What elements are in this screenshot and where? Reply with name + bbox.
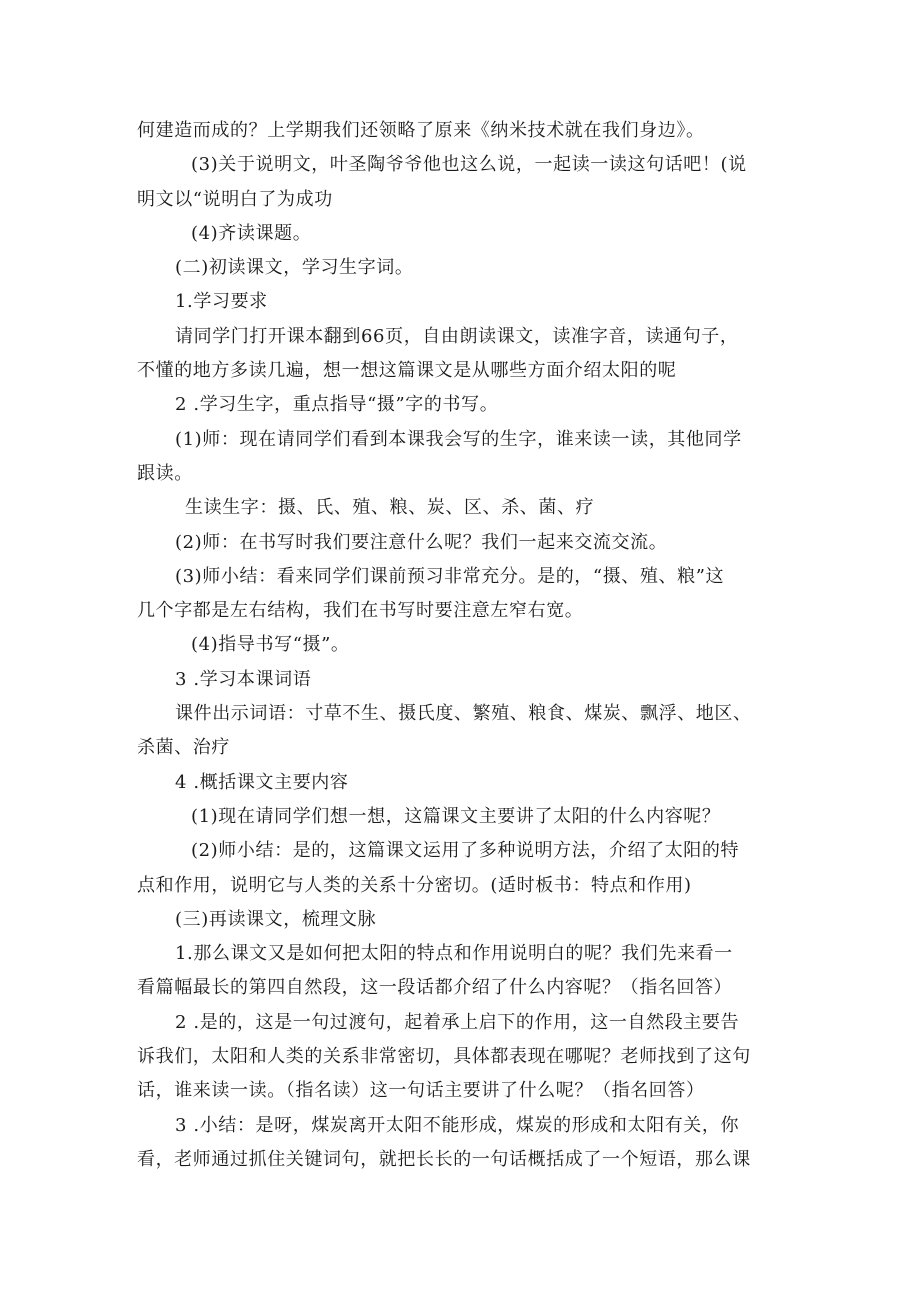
text-line: 请同学门打开课本翻到66页，自由朗读课文，读准字音，读通句子， xyxy=(175,325,739,347)
text-line: 几个字都是左右结构，我们在书写时要注意左窄右宽。 xyxy=(137,600,584,622)
text-line: (二)初读课文，学习生字词。 xyxy=(175,257,414,279)
text-line: (4)齐读课题。 xyxy=(191,222,312,244)
text-line: (2)师小结：是的，这篇课文运用了多种说明方法，介绍了太阳的特 xyxy=(191,840,740,862)
text-line: 点和作用，说明它与人类的关系十分密切。(适时板书：特点和作用) xyxy=(137,874,692,896)
text-line: 看篇幅最长的第四自然段，这一段话都介绍了什么内容呢？（指名回答） xyxy=(137,977,733,999)
text-line: (三)再读课文，梳理文脉 xyxy=(175,908,377,930)
text-line: 4 .概括课文主要内容 xyxy=(175,771,349,793)
text-line: 2 .学习生字，重点指导“摄”字的书写。 xyxy=(175,394,499,416)
text-line: 何建造而成的？上学期我们还领略了原来《纳米技术就在我们身边》。 xyxy=(137,120,705,141)
text-line: 跟读。 xyxy=(137,462,193,484)
text-line: (4)指导书写“摄”。 xyxy=(191,634,350,656)
text-line: (3)师小结：看来同学们课前预习非常充分。是的，“摄、殖、粮”这 xyxy=(175,565,725,587)
text-line: 3 .小结：是呀，煤炭离开太阳不能形成，煤炭的形成和太阳有关，你 xyxy=(175,1114,740,1136)
text-line: (2)师：在书写时我们要注意什么呢？我们一起来交流交流。 xyxy=(175,531,668,553)
text-line: 诉我们，太阳和人类的关系非常密切，具体都表现在哪呢？老师找到了这句 xyxy=(137,1046,751,1068)
text-line: 不懂的地方多读几遍，想一想这篇课文是从哪些方面介绍太阳的呢 xyxy=(137,360,677,382)
text-line: (3)关于说明文，叶圣陶爷爷他也这么说，一起读一读这句话吧！(说 xyxy=(191,154,747,176)
text-line: 看，老师通过抓住关键词句，就把长长的一句话概括成了一个短语，那么课 xyxy=(137,1148,751,1170)
text-line: 课件出示词语：寸草不生、摄氏度、繁殖、粮食、煤炭、飘浮、地区、 xyxy=(175,703,752,725)
text-line: 1.那么课文又是如何把太阳的特点和作用说明白的呢？我们先来看一 xyxy=(175,943,733,965)
text-line: (1)现在请同学们想一想，这篇课文主要讲了太阳的什么内容呢？ xyxy=(191,805,721,827)
text-line: 1.学习要求 xyxy=(175,291,268,313)
text-line: (1)师：现在请同学们看到本课我会写的生字，谁来读一读，其他同学 xyxy=(175,428,742,450)
text-line: 生读生字：摄、氏、殖、粮、炭、区、杀、菌、疗 xyxy=(185,497,595,519)
text-line: 杀菌、治疗 xyxy=(137,737,230,759)
text-line: 话，谁来读一读。（指名读）这一句话主要讲了什么呢？（指名回答） xyxy=(137,1080,705,1102)
text-line: 2 .是的，这是一句过渡句，起着承上启下的作用，这一自然段主要告 xyxy=(175,1011,740,1033)
text-body xyxy=(137,114,793,1177)
text-line: 明文以“说明白了为成功 xyxy=(137,188,333,210)
text-line: 3 .学习本课词语 xyxy=(175,668,312,690)
